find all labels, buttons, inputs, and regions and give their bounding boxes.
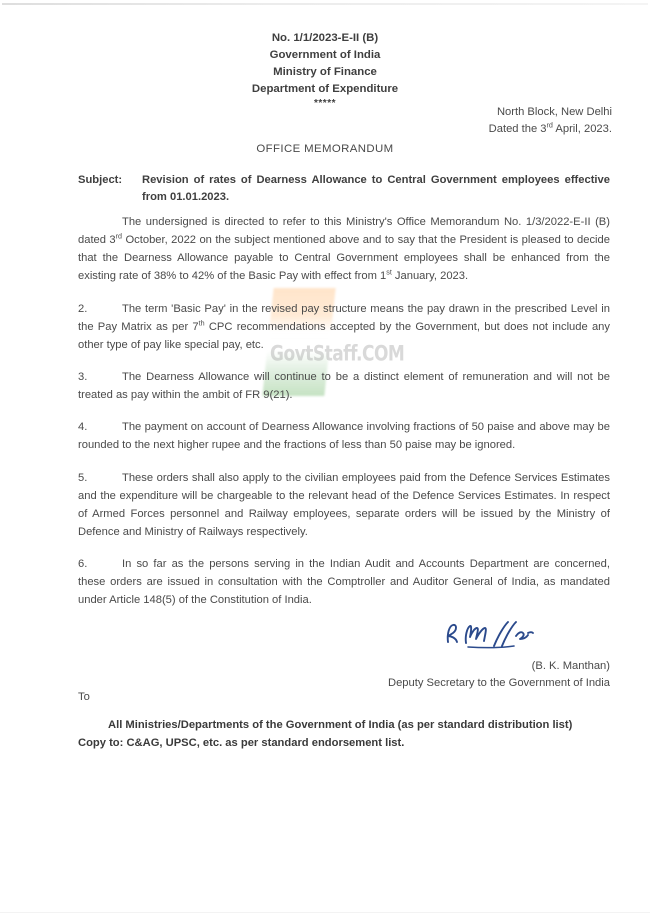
paragraph-text: The Dearness Allowance will continue to be a distinct element of remuneration and will not be treated as pay within the ambit of FR 9(21).	[78, 370, 610, 402]
place-line: North Block, New Delhi	[496, 106, 612, 118]
page-top-edge	[2, 3, 648, 5]
paragraph	[78, 555, 610, 609]
date-prefix: Dated the 3	[488, 122, 547, 135]
letterhead	[0, 30, 650, 109]
date-suffix: April, 2023.	[552, 122, 612, 135]
place-and-date	[489, 104, 612, 138]
paragraph-text: The term 'Basic Pay' in the revised pay structure means the pay drawn in the prescribed Level in the Pay Matrix as per 7	[78, 302, 610, 333]
to-label: To	[78, 691, 90, 703]
paragraph-number: 4.	[78, 421, 88, 434]
file-number: No. 1/1/2023-E-II (B)	[271, 32, 379, 44]
subject-label: Subject:	[78, 174, 123, 186]
handwritten-signature-icon	[442, 616, 538, 656]
page-title: OFFICE MEMORANDUM	[256, 143, 394, 155]
paragraph	[78, 469, 610, 542]
government-name: Government of India	[269, 48, 381, 61]
department-name: Department of Expenditure	[251, 82, 399, 95]
paragraph	[78, 213, 610, 286]
ministry-name: Ministry of Finance	[273, 65, 377, 78]
paragraph-number: 3.	[78, 370, 88, 383]
paragraph-text: In so far as the persons serving in the Indian Audit and Accounts Department are concerned, these orders are issued in consultation with the Comptroller and Auditor General of India, as mandated under Article 148(5) of the Constitution of India.	[78, 558, 610, 607]
paragraph-text: January, 2023.	[391, 270, 469, 283]
subject-row	[78, 172, 610, 207]
distribution-line-1: All Ministries/Departments of the Government of India (as per standard distribution list)	[108, 719, 573, 732]
document-body	[78, 213, 610, 624]
paragraph-text: CPC recommendations accepted by the Government, but does not include any other type of pay like special pay, etc.	[78, 320, 610, 351]
paragraph-text: The payment on account of Dearness Allowance involving fractions of 50 paise and above may be rounded to the next higher rupee and the fractions of less than 50 paise may be ignored.	[78, 421, 610, 452]
signatory-name: (B. K. Manthan)	[531, 660, 610, 672]
ordinal-suffix: th	[198, 318, 205, 327]
paragraph-number: 6.	[78, 558, 88, 571]
subject-text: Revision of rates of Dearness Allowance to Central Government employees effective from 01.01.2023.	[142, 174, 610, 204]
paragraph-text: These orders shall also apply to the civilian employees paid from the Defence Services Estimates and the expenditure will be chargeable to the relevant head of the Defence Services Estimates. In respect of Armed Forces personnel and Railway employees, separate orders will be issued by the Ministry of Defence and Ministry of Railways respectively.	[78, 471, 610, 538]
paragraph-number: 2.	[78, 302, 88, 315]
signature-block	[0, 616, 650, 693]
date-ordinal-suffix: rd	[546, 121, 553, 130]
distribution-line-2: Copy to: C&AG, UPSC, etc. as per standard endorsement list.	[78, 737, 405, 750]
paragraph	[78, 368, 610, 404]
paragraph-text: The undersigned is directed to refer to this Ministry's Office Memorandum No. 1/3/2022-E-II (B) dated 3	[78, 216, 610, 247]
ordinal-suffix: st	[386, 268, 392, 277]
page-bottom-edge	[0, 912, 650, 913]
paragraph	[78, 418, 610, 454]
ordinal-suffix: rd	[115, 232, 123, 241]
header-separator-stars: *****	[314, 97, 336, 109]
distribution-block	[78, 688, 618, 752]
watermark-text: GovtStaff.COM	[270, 341, 405, 367]
paragraph	[78, 300, 610, 354]
paragraph-text: October, 2022 on the subject mentioned above and to say that the President is pleased to decide that the Dearness Allowance payable to Central Government employees shall be enhanced from the existing rate of 38% to 42% of the Basic Pay with effect from 1	[78, 234, 610, 283]
signatory-designation: Deputy Secretary to the Government of India	[387, 677, 610, 690]
date-line	[489, 121, 612, 138]
paragraph-number: 5.	[78, 471, 88, 484]
